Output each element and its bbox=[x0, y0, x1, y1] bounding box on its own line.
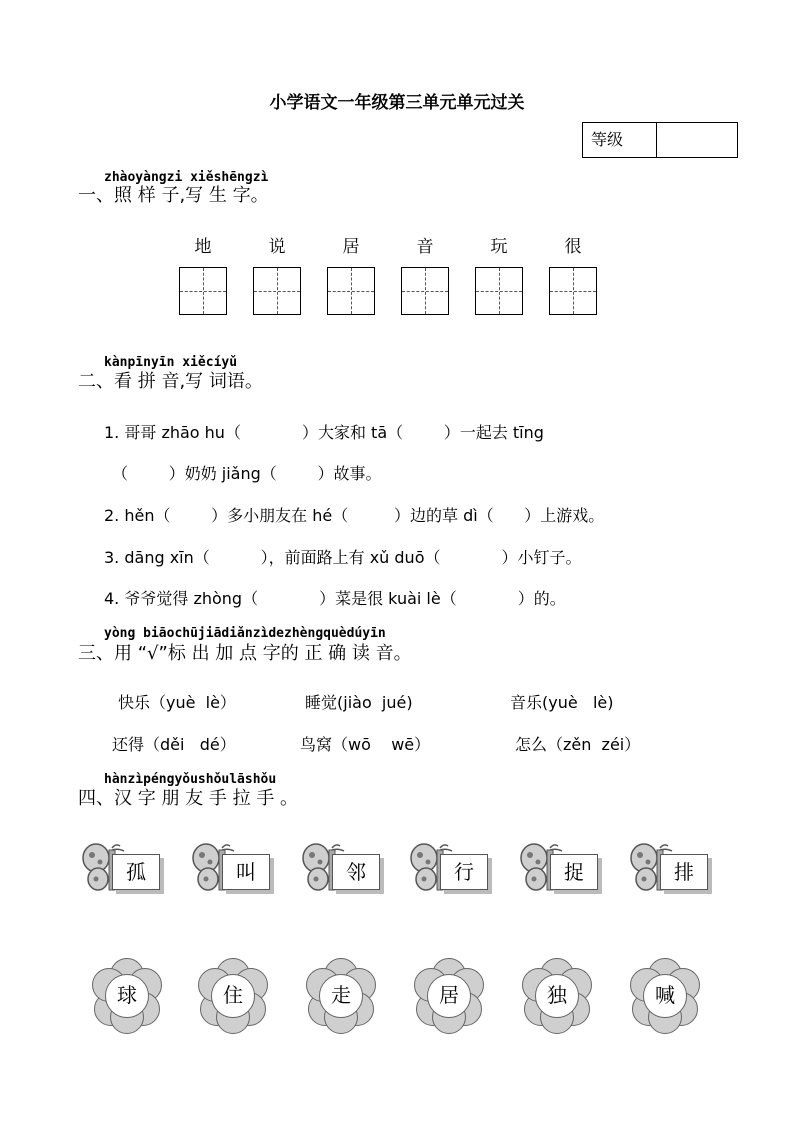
section-1-title: 一、照 样 子,写 生 字。 bbox=[78, 185, 269, 206]
flower-char: 住 bbox=[211, 974, 255, 1018]
writing-grid-box[interactable] bbox=[475, 267, 523, 315]
butterfly-card bbox=[82, 840, 178, 894]
flower-char: 走 bbox=[319, 974, 363, 1018]
butterfly-char: 排 bbox=[660, 854, 708, 890]
butterfly-card bbox=[520, 840, 616, 894]
section-2-pinyin: kànpīnyīn xiěcíyǔ bbox=[104, 355, 238, 370]
butterfly-card bbox=[302, 840, 398, 894]
model-char: 说 bbox=[268, 237, 286, 257]
s2-line-4: 3. dāng xīn（ ），前面路上有 xǔ duō（ ）小钉子。 bbox=[104, 548, 582, 567]
s3-item-4: 还得（děi dé） bbox=[112, 735, 236, 754]
butterfly-char: 叫 bbox=[222, 854, 270, 890]
flower-card bbox=[522, 958, 592, 1034]
flower-char: 独 bbox=[535, 974, 579, 1018]
flower-card bbox=[630, 958, 700, 1034]
writing-grid-box[interactable] bbox=[401, 267, 449, 315]
model-char: 玩 bbox=[490, 237, 508, 257]
section-2-title: 二、看 拼 音,写 词语。 bbox=[78, 371, 263, 392]
model-char: 很 bbox=[564, 237, 582, 257]
section-4-title: 四、汉 字 朋 友 手 拉 手 。 bbox=[78, 788, 299, 809]
s2-line-5: 4. 爷爷觉得 zhòng（ ）菜是很 kuài lè（ ）的。 bbox=[104, 589, 566, 608]
section-3-title: 三、用 “√”标 出 加 点 字的 正 确 读 音。 bbox=[78, 643, 412, 664]
s2-line-2: （ ）奶奶 jiǎng（ ）故事。 bbox=[112, 464, 382, 483]
s3-item-2: 睡觉(jiào jué) bbox=[305, 693, 413, 712]
s2-line-3: 2. hěn（ ）多小朋友在 hé（ ）边的草 dì（ ）上游戏。 bbox=[104, 506, 605, 525]
butterfly-char: 孤 bbox=[112, 854, 160, 890]
s3-item-1: 快乐（yuè lè） bbox=[118, 693, 236, 712]
flower-char: 居 bbox=[427, 974, 471, 1018]
flower-card bbox=[414, 958, 484, 1034]
s3-item-6: 怎么（zěn zéi） bbox=[515, 735, 641, 754]
section-3-pinyin: yòng biāochūjiādiǎnzìdezhèngquèdúyīn bbox=[104, 626, 386, 641]
writing-grid-box[interactable] bbox=[253, 267, 301, 315]
section-1-pinyin: zhàoyàngzi xiěshēngzì bbox=[104, 170, 269, 185]
flower-card bbox=[198, 958, 268, 1034]
butterfly-card bbox=[410, 840, 506, 894]
model-char: 居 bbox=[342, 237, 360, 257]
s3-item-3: 音乐(yuè lè) bbox=[510, 693, 614, 712]
s3-item-5: 鸟窝（wō wē） bbox=[300, 735, 431, 754]
grade-box bbox=[582, 122, 738, 158]
butterfly-char: 邻 bbox=[332, 854, 380, 890]
grade-label: 等级 bbox=[583, 123, 657, 157]
writing-grid-box[interactable] bbox=[549, 267, 597, 315]
butterfly-card bbox=[192, 840, 288, 894]
model-char: 地 bbox=[194, 237, 212, 257]
model-char: 音 bbox=[416, 237, 434, 257]
grade-field[interactable] bbox=[657, 123, 737, 157]
writing-grid-box[interactable] bbox=[179, 267, 227, 315]
s2-line-1: 1. 哥哥 zhāo hu（ ）大家和 tā（ ）一起去 tīng bbox=[104, 423, 544, 442]
butterfly-char: 捉 bbox=[550, 854, 598, 890]
flower-char: 球 bbox=[105, 974, 149, 1018]
butterfly-card bbox=[630, 840, 726, 894]
writing-grid-box[interactable] bbox=[327, 267, 375, 315]
flower-card bbox=[306, 958, 376, 1034]
flower-card bbox=[92, 958, 162, 1034]
flower-char: 喊 bbox=[643, 974, 687, 1018]
section-4-pinyin: hànzìpéngyǒushǒulāshǒu bbox=[104, 772, 277, 787]
butterfly-char: 行 bbox=[440, 854, 488, 890]
page-title: 小学语文一年级第三单元单元过关 bbox=[269, 93, 525, 113]
